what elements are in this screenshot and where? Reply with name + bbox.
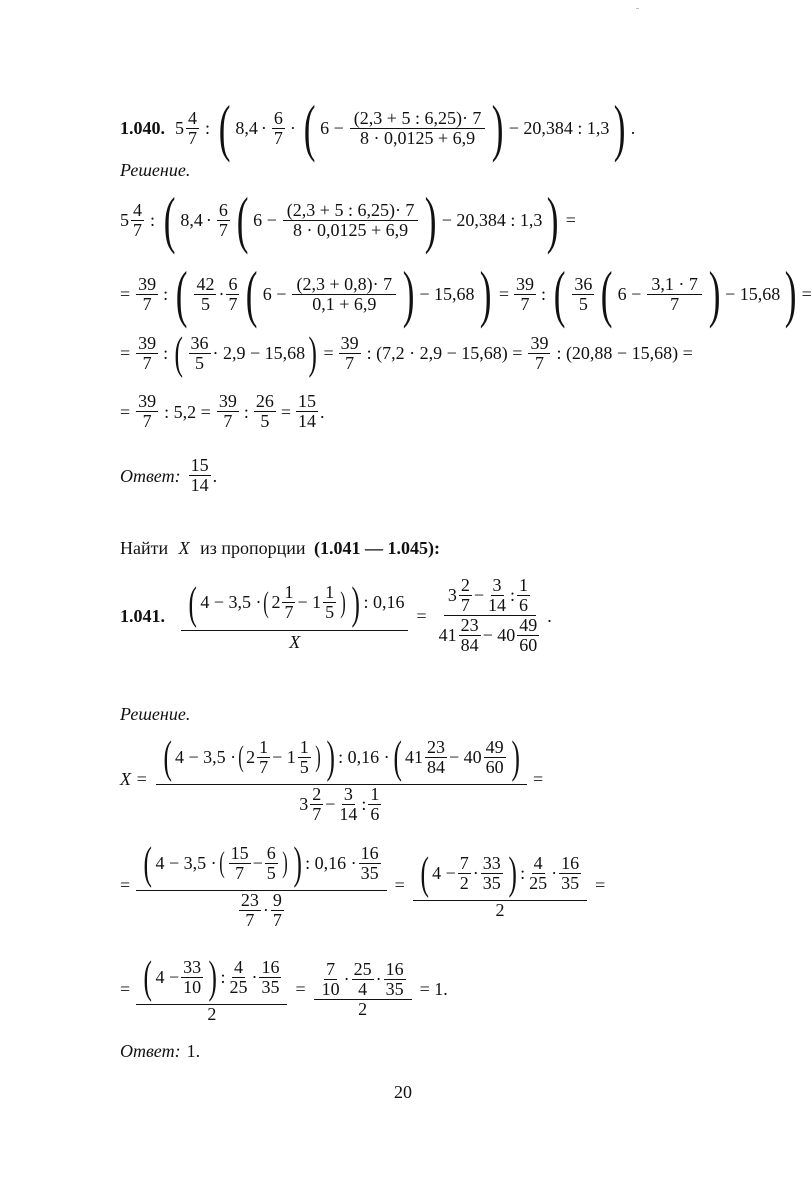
answer-value: 1. (186, 1041, 201, 1061)
problem-1040-statement: 1.040. 5 $\frac{4}{7}$ : ( 8,4 · $\frac{6}{7}$ · ( 6 − $\frac{(2,3 + 5 : 6,25)\cdot 7}{8 \cdot 0,0125 + 6,9}$ ) − 20,384 : 1,3 ) . (120, 92, 636, 163)
answer-label: Ответ: (120, 1041, 181, 1061)
solution-1041-line-2: = ( 4 − 3,5 · ( $\frac{15}{7}$ − $\frac{6}{5}$ ) ) : 0,16 · $\frac{16}{35}$ $\frac{23}{7}$ · $\frac{9}{7}$ = ( 4 − $\frac{7}{2}$ · $\frac{33}{35}$ ) : $\frac{4}{25}$ · $\frac{16}{35}$ 2 = (120, 837, 606, 930)
solution-label: Решение. (120, 160, 191, 180)
answer-label: Ответ: (120, 465, 181, 486)
answer-value: $\frac{15}{14}$ (190, 455, 209, 495)
fraction: $\frac{(2,3 + 5 : 6,25)\cdot 7}{8 \cdot 0,0125 + 6,9}$ (350, 109, 486, 148)
solution-line-1: 5 $\frac{4}{7}$ : ( 8,4 · $\frac{6}{7}$ ( 6 − $\frac{(2,3 + 5 : 6,25)\cdot 7}{8 \cdot 0,0125 + 6,9}$ ) − 20,384 : 1,3 ) = (120, 184, 576, 255)
solution-label: Решение. (120, 704, 191, 724)
scan-speck (636, 8, 639, 9)
answer-1040: Ответ: $\frac{15}{14}$ . (120, 455, 218, 495)
solution-1041-line-1: X = ( 4 − 3,5 · ( 2 $\frac{1}{7}$ − 1 $\frac{1}{5}$ ) ) : 0,16 · ( 41 $\frac{23}{84}$ − 40 $\frac{49}{60}$ ) 3 $\frac{2}{7}$ − $\frac{3}{14}$ : $\frac{1}{6}$ = (120, 731, 544, 824)
solution-line-3: = $\frac{39}{7}$ : ( $\frac{36}{5}$ · 2,9 − 15,68 ) = $\frac{39}{7}$ : (7,2 · 2,9 − 15,68) = $\frac{39}{7}$ : (20,88 − 15,68) = (120, 327, 693, 378)
solution-line-4: = $\frac{39}{7}$ : 5,2 = $\frac{39}{7}$ : $\frac{26}{5}$ = $\frac{15}{14}$ . (120, 391, 325, 431)
solution-line-2: = $\frac{39}{7}$ : ( $\frac{42}{5}$ · $\frac{6}{7}$ ( 6 − $\frac{(2,3 + 0,8)\cdot 7}{0,1 + 6,9}$ ) − 15,68 ) = $\frac{39}{7}$ : ( $\frac{36}{5}$ ( 6 − $\frac{3,1 \cdot 7}{7}$ ) − 15,68 ) = (120, 258, 812, 329)
solution-1041-line-3: = ( 4 − $\frac{33}{10}$ ) : $\frac{4}{25}$ · $\frac{16}{35}$ 2 = $\frac{7}{10}$ · $\frac{25}{4}$ · $\frac{16}{35}$ 2 = 1. (120, 951, 448, 1024)
problem-number: 1.041. (120, 605, 165, 626)
page-number: 20 (394, 1082, 412, 1102)
problem-number: 1.040. (120, 118, 165, 138)
mixed-number: 5 $\frac{4}{7}$ (175, 107, 197, 148)
answer-1041 (120, 1040, 200, 1062)
problem-1041-statement: 1.041. ( 4 − 3,5 · ( 2 $\frac{1}{7}$ − 1 $\frac{1}{5}$ ) ) : 0,16 X = 3 $\frac{2}{7}$ − $\frac{3}{14}$ : $\frac{1}{6}$ 41 $\frac{23}{84}$ − 40 $\frac{49}{60}$ . (120, 575, 552, 655)
section-heading: Найти X из пропорции (1.041 — 1.045): (120, 538, 441, 558)
